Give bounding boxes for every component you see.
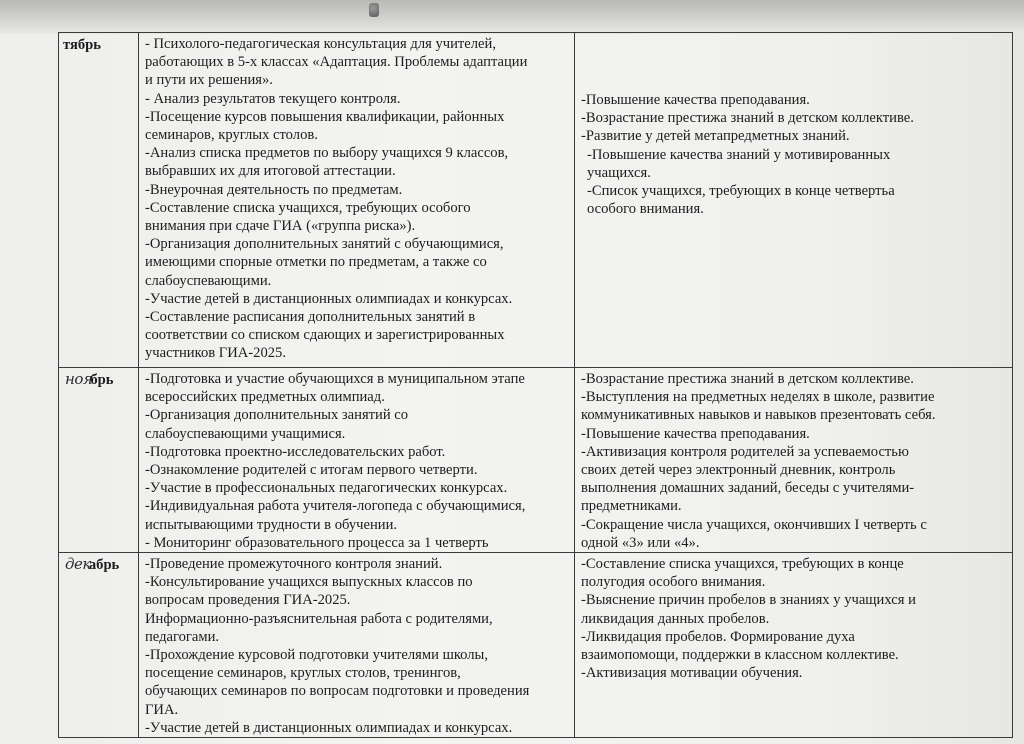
activity-line: имеющими спорные отметки по предметам, а также со [145, 254, 487, 271]
results-cell [575, 33, 1013, 368]
activity-line: всероссийских предметных олимпиад. [145, 389, 385, 406]
result-line: коммуникативных навыков и навыков презентовать себя. [581, 407, 936, 424]
table-row-december [59, 553, 1013, 738]
activity-line: -Внеурочная деятельность по предметам. [145, 181, 403, 198]
result-line: -Ликвидация пробелов. Формирование духа [581, 628, 855, 645]
result-line: одной «3» или «4». [581, 534, 700, 551]
scan-edge-shadow [0, 0, 1024, 34]
staple-mark [369, 3, 379, 17]
activities-cell [139, 368, 575, 553]
activity-line: внимания при сдаче ГИА («группа риска»). [145, 218, 416, 235]
result-line: -Повышение качества преподавания. [581, 92, 810, 108]
result-line: особого внимания. [587, 201, 704, 218]
activity-line: и пути их решения». [145, 72, 273, 89]
activity-line: -Проведение промежуточного контроля знаний. [145, 556, 443, 573]
activity-line: работающих в 5-х классах «Адаптация. Проблемы адаптации [145, 54, 528, 71]
result-line: предметниками. [581, 498, 682, 515]
activity-line: вопросам проведения ГИА-2025. [145, 592, 351, 609]
month-cell [59, 33, 139, 368]
activity-line: - Психолого-педагогическая консультация для учителей, [145, 36, 496, 52]
handwritten-month: ноя [65, 370, 93, 388]
month-label: абрь [88, 557, 120, 574]
result-line: полугодия особого внимания. [581, 574, 766, 591]
activity-line: посещение семинаров, круглых столов, тренингов, [145, 665, 461, 682]
result-line: выполнения домашних заданий, беседы с учителями- [581, 480, 915, 497]
activity-line: участников ГИА-2025. [145, 345, 286, 362]
activity-line: педагогами. [145, 628, 220, 645]
result-line: -Сокращение числа учащихся, окончивших I четверть с [581, 516, 927, 533]
result-line: -Список учащихся, требующих в конце четвертьа [587, 183, 895, 200]
activity-line: -Посещение курсов повышения квалификации, районных [145, 108, 505, 125]
activity-line: -Организация дополнительных занятий со [145, 407, 409, 424]
result-line: -Активизация контроля родителей за успеваемостью [581, 443, 909, 460]
result-line: -Возрастание престижа знаний в детском коллективе. [581, 371, 914, 387]
month-cell [59, 553, 139, 738]
activity-line: -Ознакомление родителей с итогам первого четверти. [145, 462, 478, 479]
result-line: -Повышение качества преподавания. [581, 425, 810, 442]
result-line: взаимопомощи, поддержки в классном коллективе. [581, 647, 899, 664]
result-line: -Повышение качества знаний у мотивированных [587, 146, 891, 163]
activity-line: семинаров, круглых столов. [145, 127, 318, 144]
activity-line: -Подготовка и участие обучающихся в муниципальном этапе [145, 371, 525, 387]
activity-line: слабоуспевающими. [145, 272, 272, 289]
result-line: -Развитие у детей метапредметных знаний. [581, 128, 850, 145]
activity-line: -Участие детей в дистанционных олимпиадах и конкурсах. [145, 719, 513, 736]
activities-cell [139, 33, 575, 368]
table-row-november [59, 368, 1013, 553]
results-cell [575, 368, 1013, 553]
result-line: учащихся. [587, 164, 651, 181]
result-line: -Выяснение причин пробелов в знаниях у учащихся и [581, 592, 916, 609]
activity-line: слабоуспевающими учащимися. [145, 425, 346, 442]
activity-line: обучающих семинаров по вопросам подготовки и проведения [145, 683, 530, 700]
result-line: ликвидация данных пробелов. [581, 610, 770, 627]
activity-line: -Организация дополнительных занятий с обучающимися, [145, 236, 504, 253]
table-row-october [59, 33, 1013, 368]
activity-line: - Анализ результатов текущего контроля. [145, 90, 401, 107]
activity-line: испытывающими трудности в обучении. [145, 516, 398, 533]
result-line: -Составление списка учащихся, требующих в конце [581, 556, 904, 573]
result-line: -Выступления на предметных неделях в школе, развитие [581, 389, 935, 406]
activity-line: ГИА. [145, 701, 179, 718]
month-label: брь [90, 372, 114, 388]
result-line: -Возрастание престижа знаний в детском коллективе. [581, 110, 914, 127]
results-cell [575, 553, 1013, 738]
month-cell [59, 368, 139, 553]
activity-line: выбравших их для итоговой аттестации. [145, 163, 396, 180]
result-line: -Активизация мотивации обучения. [581, 665, 803, 682]
activity-line: Информационно-разъяснительная работа с родителями, [145, 610, 493, 627]
activity-line: -Анализ списка предметов по выбору учащихся 9 классов, [145, 145, 509, 162]
result-line: своих детей через электронный дневник, контроль [581, 462, 896, 479]
activity-line: -Индивидуальная работа учителя-логопеда с обучающимися, [145, 498, 526, 515]
activity-line: -Составление расписания дополнительных занятий в [145, 309, 476, 326]
activity-line: -Подготовка проектно-исследовательских работ. [145, 443, 446, 460]
activity-line: -Участие в профессиональных педагогических конкурсах. [145, 480, 508, 497]
handwritten-month: дек [65, 555, 91, 574]
activity-line: -Участие детей в дистанционных олимпиадах и конкурсах. [145, 290, 513, 307]
activities-cell [139, 553, 575, 738]
activity-line: - Мониторинг образовательного процесса за 1 четверть [145, 534, 489, 551]
activity-line: -Консультирование учащихся выпускных классов по [145, 574, 473, 591]
activity-line: -Прохождение курсовой подготовки учителями школы, [145, 647, 489, 664]
month-label: тябрь [63, 37, 102, 53]
work-plan-table [58, 32, 1013, 738]
activity-line: соответствии со списком сдающих и зарегистрированных [145, 327, 505, 344]
activity-line: -Составление списка учащихся, требующих особого [145, 199, 471, 216]
